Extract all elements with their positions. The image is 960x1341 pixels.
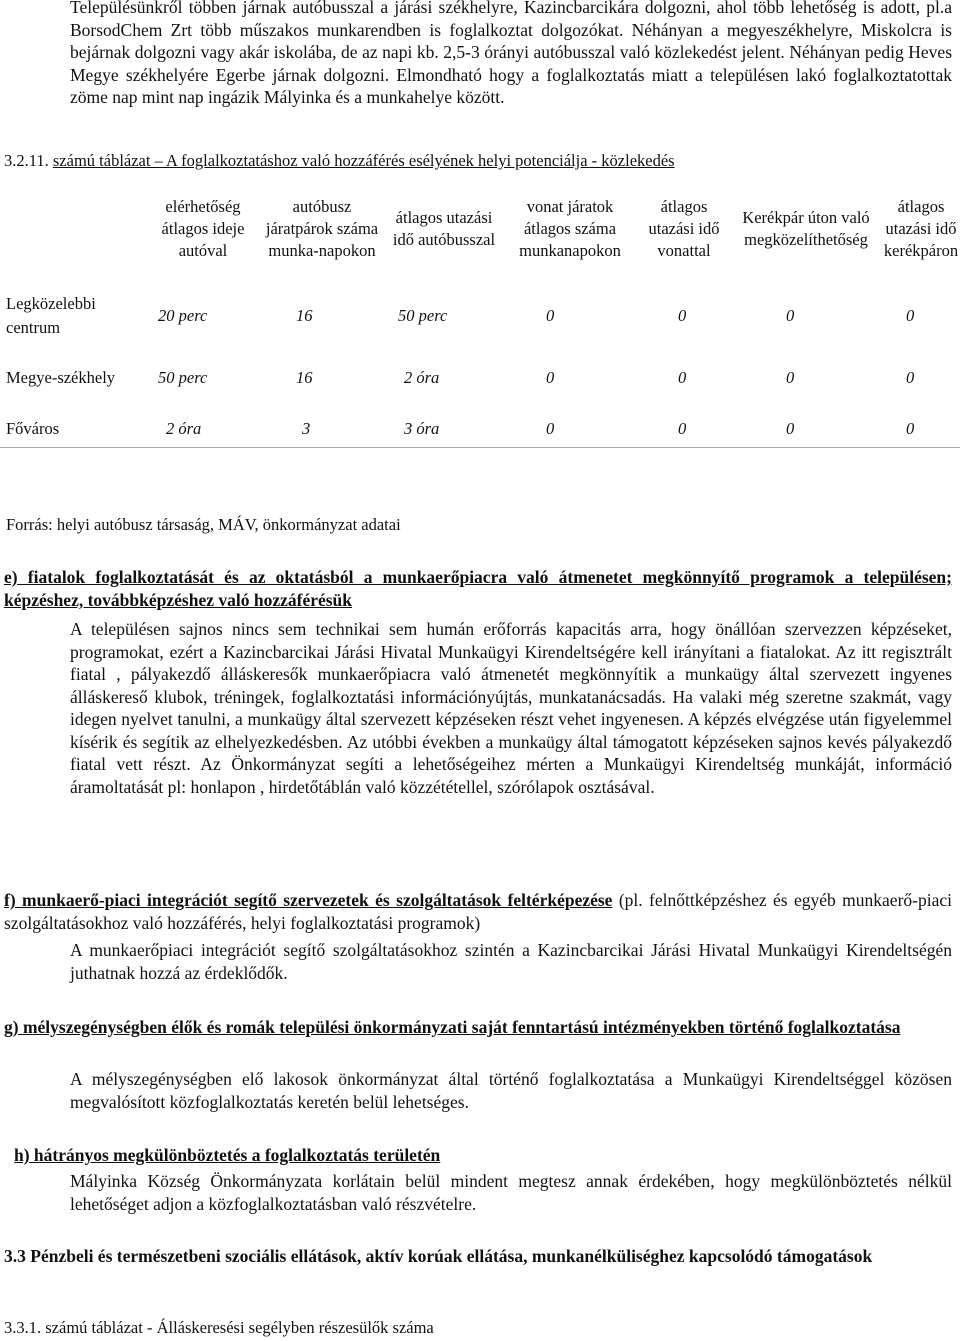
section-f-heading-text: f) munkaerő-piaci integrációt segítő szervezetek és szolgáltatások feltérképezése: [4, 890, 613, 910]
table-cell: 0: [882, 411, 960, 448]
section-e-body: A településen sajnos nincs sem technikai sem humán erőforrás kapacitás arra, hogy önállóan szervezzen képzéseket, programokat, ezért a Kazincbarcikai Járási Hivatal Munkaügyi Kirendeltségére kell irányítani a fiatalokat. Az itt regisztrált fiatal , pályakezdő álláskeresők munkaerőpiacra való átmenetét megkönnyítik a munkaügy által szervezett ingyenes álláskereső klubok, tréningek, foglalkoztatási információnyújtás, munkatanácsadás. Ha valaki még szeretne szakmát, vagy idegen nyelvet tanulni, a munkaügy által szervezett képzéseken részt vehet ingyenesen. A képzés elvégzése után figyelemmel kísérik és segítik az elhelyezkedésben. Az utóbbi években a munkaügy által támogatott képzéseken sajnos kevés pályakezdő fiatal vett részt. Az Önkormányzat segíti a lehetőségeihez mérten a Munkaügyi Kirendeltség munkáját, információ áramoltatását pl: honlapon , hirdetőtáblán való közzététellel, szórólapok osztásával.: [70, 619, 952, 797]
section-g-heading-text: g) mélyszegénységben élők és romák települési önkormányzati saját fenntartású intézményekben történő foglalkoztatása: [4, 1017, 901, 1037]
table-cell: 0: [786, 306, 795, 325]
table-cell: 0: [546, 306, 555, 325]
table-cell: 0: [678, 368, 687, 387]
table-cell: 0: [546, 368, 555, 387]
table-cell: 16: [296, 306, 313, 325]
table-cell: 16: [296, 368, 313, 387]
row-label: Megye-székhely: [6, 368, 116, 387]
table-row: [0, 345, 960, 411]
table-header-cell: Kerékpár úton való megközelíthetőség: [742, 208, 870, 249]
section-f-heading: [4, 889, 952, 935]
table-header-cell: vonat járatok átlagos száma munkanapokon: [519, 197, 621, 260]
table-header-cell: autóbusz járatpárok száma munka-napokon: [265, 197, 379, 260]
table-cell: 0: [678, 306, 687, 325]
table-cell: 0: [906, 368, 915, 387]
section-g-body: A mélyszegénységben elő lakosok önkormányzat által történő foglalkoztatása a Munkaügyi Kirendeltséggel közösen megvalósított közfoglalkoztatás keretén belül lehetséges.: [70, 1069, 952, 1112]
table-header-row: [0, 171, 960, 287]
section-h-heading: [14, 1144, 952, 1167]
table-cell: 50 perc: [398, 306, 448, 325]
footer-table-caption: 3.3.1. számú táblázat - Álláskeresési segélyben részesülők száma: [4, 1318, 434, 1337]
table-header-cell: átlagos utazási idő autóbusszal: [392, 208, 496, 249]
table-header-cell: elérhetőség átlagos ideje autóval: [161, 197, 245, 260]
table-caption: [4, 151, 675, 171]
table-header-empty: [0, 171, 148, 287]
transport-table: [0, 171, 960, 448]
table-cell: 0: [906, 306, 915, 325]
section-f-body: A munkaerőpiaci integrációt segítő szolgáltatásokhoz szintén a Kazincbarcikai Járási Hivatal Munkaügyi Kirendeltségén juthatnak hozzá az érdeklődők.: [70, 940, 952, 983]
table-cell: 50 perc: [158, 368, 208, 387]
row-label: Főváros: [0, 411, 148, 448]
table-cell: 0: [786, 368, 795, 387]
section-h-heading-text: h) hátrányos megkülönböztetés a foglalkoztatás területén: [14, 1145, 441, 1165]
section-e-heading-text: e) fiatalok foglalkoztatását és az oktatásból a munkaerőpiacra való átmenetet megkönnyítő programok a településen; képzéshez, továbbképzéshez való hozzáférésük: [4, 567, 952, 610]
row-label: Legközelebbi centrum: [6, 294, 96, 337]
table-header-cell: átlagos utazási idő kerékpáron: [883, 197, 959, 260]
table-cell: 2 óra: [404, 368, 440, 387]
table-source: Forrás: helyi autóbusz társaság, MÁV, önkormányzat adatai: [6, 515, 401, 534]
table-caption-text: számú táblázat – A foglalkoztatáshoz való hozzáférés esélyének helyi potenciálja - közlekedés: [52, 151, 675, 170]
section-f-heading-rest: (pl. felnőttképzéshez és egyéb munkaerő-piaci szolgáltatásokhoz való hozzáférés, helyi foglalkoztatási programok): [4, 890, 952, 933]
intro-paragraph: Településünkről többen járnak autóbusszal a járási székhelyre, Kazincbarcikára dolgozni, ahol több lehetőség is adott, pl.a BorsodChem Zrt több műszakos munkarendben is foglalkoztat dolgozókat. Néhányan a megyeszékhelyre, Miskolcra is bejárnak dolgozni vagy akár iskolába, de az napi kb. 2,5-3 órányi autóbusszal való közlekedést jelent. Néhányan pedig Heves Megye székhelyére Egerbe járnak dolgozni. Elmondható hogy a foglalkoztatás miatt a településen lakó foglalkoztatottak zöme nap mint nap ingázik Mályinka és a munkahelye között.: [70, 0, 952, 107]
table-cell: 0: [638, 411, 730, 448]
section-g-heading: [4, 1016, 952, 1039]
table-cell: 0: [730, 411, 882, 448]
table-header-cell: átlagos utazási idő vonattal: [648, 197, 720, 260]
table-cell: 20 perc: [158, 306, 208, 325]
section-33-heading: 3.3 Pénzbeli és természetbeni szociális ellátások, aktív korúak ellátása, munkanélküliséghez kapcsolódó támogatások: [4, 1246, 873, 1266]
section-e-heading: [4, 566, 952, 612]
table-row: [0, 287, 960, 345]
table-row: [0, 411, 960, 448]
table-caption-number: 3.2.11.: [4, 151, 53, 170]
table-cell: 3 óra: [386, 411, 502, 448]
table-cell: 0: [502, 411, 638, 448]
section-h-body: Mályinka Község Önkormányzata korlátain belül mindent megtesz annak érdekében, hogy megkülönböztetés nélkül lehetőséget adjon a közfoglalkoztatásban való részvételre.: [70, 1171, 952, 1214]
table-cell: 2 óra: [148, 411, 258, 448]
table-cell: 3: [258, 411, 386, 448]
